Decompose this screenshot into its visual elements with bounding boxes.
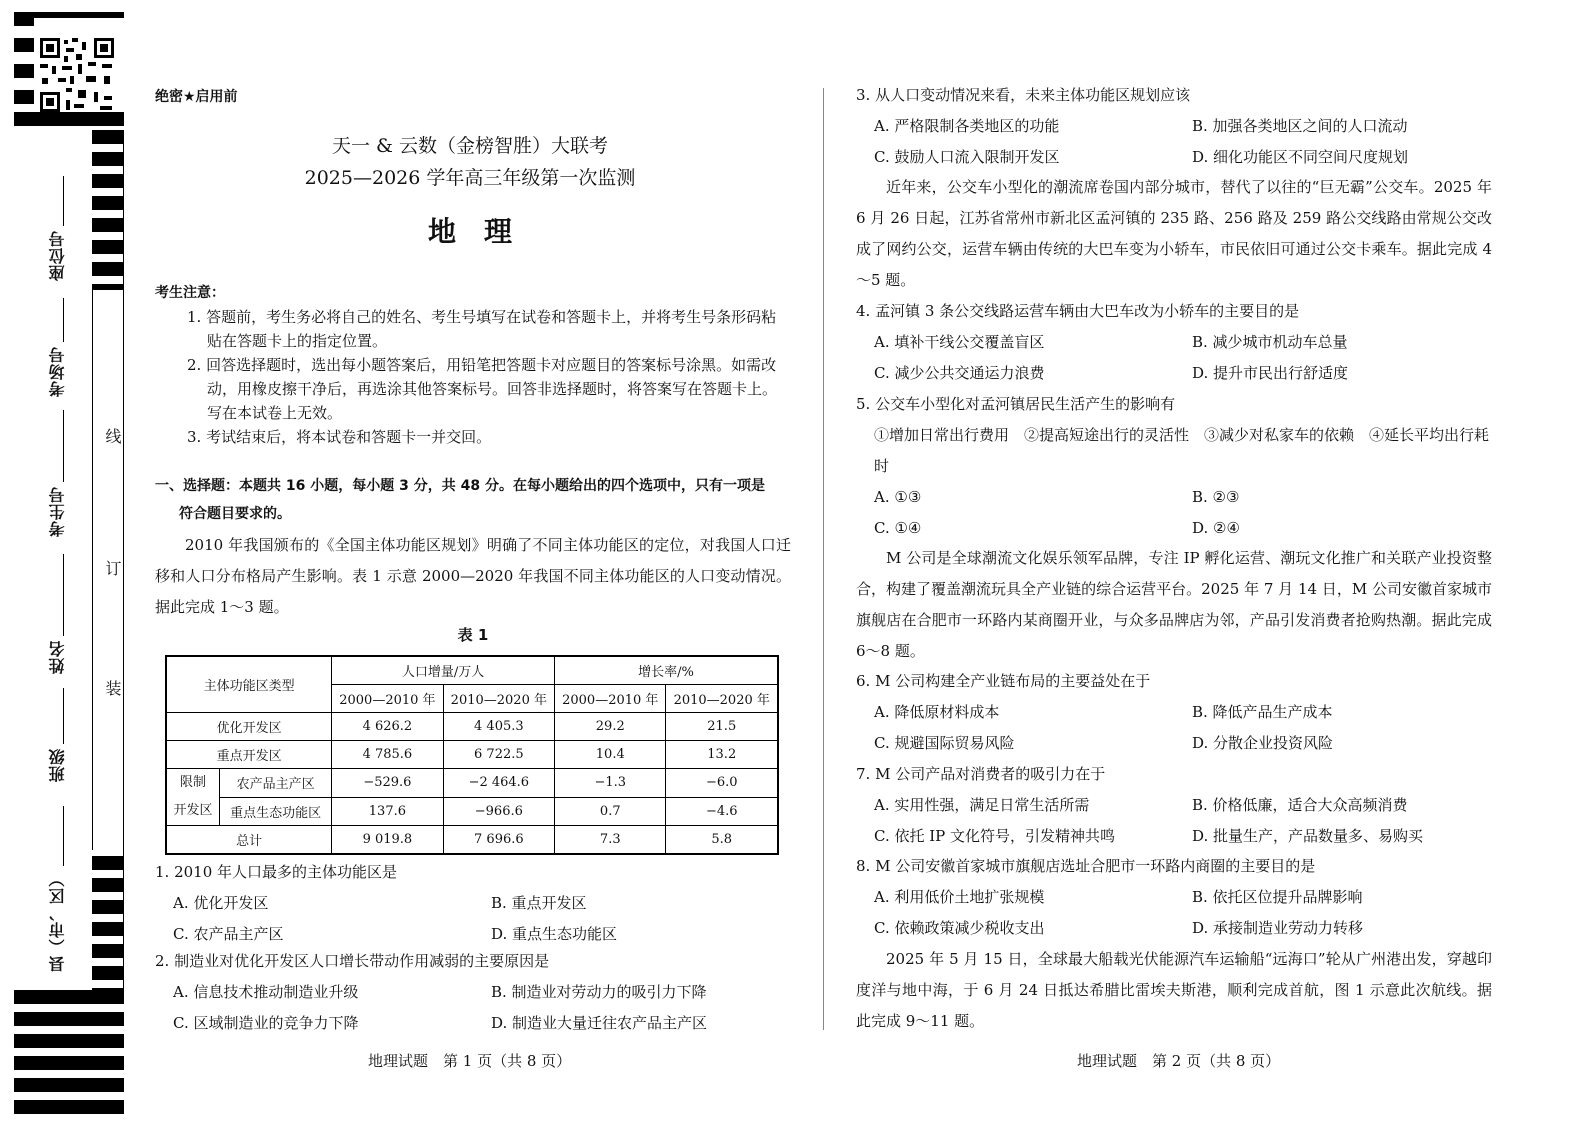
table-cell: −966.6 [443,797,554,826]
field-label-class: 班级 [48,748,67,782]
question-7 [856,759,1492,852]
page-1 [155,0,791,1138]
binding-column-rule [92,290,93,850]
option-d: D. 制造业大量迁往农产品主产区 [491,1014,708,1032]
edge-bar [14,90,34,104]
notice [155,281,791,449]
binding-char-bind: 装 [103,680,122,696]
table-cell: −4.6 [666,797,778,826]
question-4 [856,296,1492,389]
option-b: B. 降低产品生产成本 [1192,703,1333,721]
secret-label: 绝密★启用前 [155,89,238,105]
table-row [166,769,778,798]
table-caption: 表 1 [457,626,489,644]
option-c: C. 区域制造业的竞争力下降 [173,1014,359,1032]
option-b: B. 重点开发区 [491,894,587,912]
option-b: B. ②③ [1192,488,1240,506]
option-a: A. 严格限制各类地区的功能 [874,117,1060,135]
question-items: ①增加日常出行费用 ②提高短途出行的灵活性 ③减少对私家车的依赖 ④延长平均出行耗时 [874,426,1490,475]
header-period: 2000—2010 年 [332,685,443,713]
field-line [63,688,64,744]
table-cell: −529.6 [332,769,443,798]
field-label-county: 县（市、区） [48,870,67,972]
group-label [166,769,220,826]
option-d: D. 细化功能区不同空间尺度规划 [1192,148,1409,166]
exam-title: 2025—2026 学年高三年级第一次监测 [304,167,636,189]
notice-title: 考生注意： [155,285,225,301]
table-row [166,797,778,826]
header-period: 2000—2010 年 [555,685,666,713]
question-3 [856,80,1492,173]
binding-column-rule [123,130,124,1028]
table-cell: −6.0 [666,769,778,798]
data-table [165,655,779,855]
row-label: 重点开发区 [166,741,332,769]
edge-bar [14,38,34,52]
header-pop: 人口增量/万人 [332,656,555,685]
table-header-row [166,656,778,685]
table-cell: 5.8 [666,826,778,855]
page-2 [856,0,1492,1138]
section-title [155,472,791,528]
field-line [63,554,64,636]
option-d: D. 分散企业投资风险 [1192,734,1334,752]
table-row [166,826,778,855]
option-b: B. 依托区位提升品牌影响 [1192,888,1363,906]
table-cell: 7.3 [555,826,666,855]
binding-char-staple: 订 [103,560,122,576]
question-stem: 8. M 公司安徽首家城市旗舰店选址合肥市一环路内商圈的主要目的是 [856,857,1316,875]
header-period: 2010—2020 年 [666,685,778,713]
field-line [63,176,64,226]
table-cell: 4 405.3 [443,713,554,741]
table-row [166,741,778,769]
option-c: C. 依托 IP 文化符号，引发精神共鸣 [874,827,1116,845]
page-footer-1: 地理试题 第 1 页（共 8 页） [368,1052,572,1070]
question-8 [856,851,1492,944]
qr-code-icon [38,36,116,114]
bottom-stripes [14,990,124,1122]
subject-title: 地 理 [427,215,512,248]
row-label: 重点生态功能区 [220,797,332,826]
question-5 [856,389,1492,544]
table-cell: 10.4 [555,741,666,769]
option-a: A. ①③ [874,488,922,506]
binding-strip [0,0,130,1138]
table-cell: 6 722.5 [443,741,554,769]
table-cell: 137.6 [332,797,443,826]
option-d: D. ②④ [1192,519,1240,537]
table-cell: 29.2 [555,713,666,741]
intro-paragraph-1: 2010 年我国颁布的《全国主体功能区规划》明确了不同主体功能区的定位，对我国人口迁移和人口分布格局产生影响。表 1 示意 2000—2020 年我国不同主体功能区的人口变动情况。据此完成 1～3 题。 [155,536,791,616]
table-cell: 4 626.2 [332,713,443,741]
option-a: A. 利用低价土地扩张规模 [874,888,1045,906]
edge-bar [14,112,124,126]
field-line [63,410,64,482]
row-label: 农产品主产区 [220,769,332,798]
option-b: B. 加强各类地区之间的人口流动 [1192,117,1408,135]
option-b: B. 价格低廉，适合大众高频消费 [1192,796,1408,814]
option-c: C. ①④ [874,519,922,537]
question-stem: 2. 制造业对优化开发区人口增长带动作用减弱的主要原因是 [155,952,550,970]
option-a: A. 实用性强，满足日常生活所需 [874,796,1090,814]
option-c: C. 鼓励人口流入限制开发区 [874,148,1060,166]
edge-bar [14,64,34,78]
question-2 [155,946,791,1039]
table-cell: 4 785.6 [332,741,443,769]
table-cell: 7 696.6 [443,826,554,855]
header-rate: 增长率/% [555,656,778,685]
table-cell: −2 464.6 [443,769,554,798]
notice-item: 1. 答题前，考生务必将自己的姓名、考生号填写在试卷和答题卡上，并将考生号条形码粘贴在答题卡上的指定位置。 [187,308,777,350]
table-cell: 0.7 [555,797,666,826]
question-stem: 4. 孟河镇 3 条公交线路运营车辆由大巴车改为小轿车的主要目的是 [856,302,1300,320]
page-footer-2: 地理试题 第 2 页（共 8 页） [1077,1052,1281,1070]
question-6 [856,666,1492,759]
option-b: B. 制造业对劳动力的吸引力下降 [491,983,707,1001]
row-label: 优化开发区 [166,713,332,741]
question-stem: 7. M 公司产品对消费者的吸引力在于 [856,765,1106,783]
table-cell: 21.5 [666,713,778,741]
question-stem: 1. 2010 年人口最多的主体功能区是 [155,863,398,881]
exam-org: 天一 & 云数（金榜智胜）大联考 [332,135,608,157]
question-1 [155,857,791,950]
group-label-1: 限制 [179,775,206,790]
table-cell: −1.3 [555,769,666,798]
notice-item: 2. 回答选择题时，选出每小题答案后，用铅笔把答题卡对应题目的答案标号涂黑。如需改动，用橡皮擦干净后，再选涂其他答案标号。回答非选择题时，将答案写在答题卡上。写在本试卷上无效。 [187,356,778,422]
option-c: C. 依赖政策减少税收支出 [874,919,1045,937]
field-label-exam-no: 考生号 [48,486,67,537]
option-c: C. 减少公共交通运力浪费 [874,364,1045,382]
field-line [63,806,64,866]
group-label-2: 开发区 [173,803,213,818]
option-d: D. 承接制造业劳动力转移 [1192,919,1364,937]
row-label: 总计 [166,826,332,855]
binding-char-line: 线 [103,428,122,444]
question-stem: 6. M 公司构建全产业链布局的主要益处在于 [856,672,1151,690]
section-title-line1: 一、选择题：本题共 16 小题，每小题 3 分，共 48 分。在每小题给出的四个选项中，只有一项是 [155,478,765,494]
field-label-name: 姓名 [48,640,67,674]
table-cell: 9 019.8 [332,826,443,855]
notice-item: 3. 考试结束后，将本试卷和答题卡一并交回。 [187,428,492,446]
table-cell: 13.2 [666,741,778,769]
option-a: A. 填补干线公交覆盖盲区 [874,333,1045,351]
intro-paragraph-4: 2025 年 5 月 15 日，全球最大船载光伏能源汽车运输船“远海口”轮从广州港出发，穿越印度洋与地中海，于 6 月 24 日抵达希腊比雷埃夫斯港，顺利完成首航，图 1 示意此次航线。据此完成 9～11 题。 [856,950,1492,1030]
section-title-line2: 符合题目要求的。 [179,506,291,522]
field-label-room: 考场号 [48,346,67,397]
header-period: 2010—2020 年 [443,685,554,713]
column-divider [823,88,824,1030]
option-b: B. 减少城市机动车总量 [1192,333,1348,351]
field-line [63,298,64,342]
option-d: D. 提升市民出行舒适度 [1192,364,1349,382]
table-row [166,713,778,741]
option-a: A. 降低原材料成本 [874,703,1000,721]
option-a: A. 优化开发区 [173,894,269,912]
option-c: C. 农产品主产区 [173,925,284,943]
intro-paragraph-2: 近年来，公交车小型化的潮流席卷国内部分城市，替代了以往的“巨无霸”公交车。2025 年 6 月 26 日起，江苏省常州市新北区孟河镇的 235 路、256 路及 259 路公交线路由常规公交改成了网约公交，运营车辆由传统的大巴车变为小轿车，市民依旧可通过公交卡乘车。据此完成 4～5 题。 [856,178,1492,289]
header-type: 主体功能区类型 [166,656,332,713]
option-a: A. 信息技术推动制造业升级 [173,983,359,1001]
field-label-seat: 座位号 [48,230,67,281]
intro-paragraph-3: M 公司是全球潮流文化娱乐领军品牌，专注 IP 孵化运营、潮玩文化推广和关联产业投资整合，构建了覆盖潮流玩具全产业链的综合运营平台。2025 年 7 月 14 日，M 公司安徽首家城市旗舰店在合肥市一环路内某商圈开业，与众多品牌店为邻，产品引发消费者抢购热潮。据此完成 6～8 题。 [856,549,1492,660]
option-c: C. 规避国际贸易风险 [874,734,1015,752]
question-stem: 3. 从人口变动情况来看，未来主体功能区规划应该 [856,86,1191,104]
option-d: D. 重点生态功能区 [491,925,618,943]
question-stem: 5. 公交车小型化对孟河镇居民生活产生的影响有 [856,395,1176,413]
edge-bar [14,12,124,18]
option-d: D. 批量生产，产品数量多、易购买 [1192,827,1424,845]
